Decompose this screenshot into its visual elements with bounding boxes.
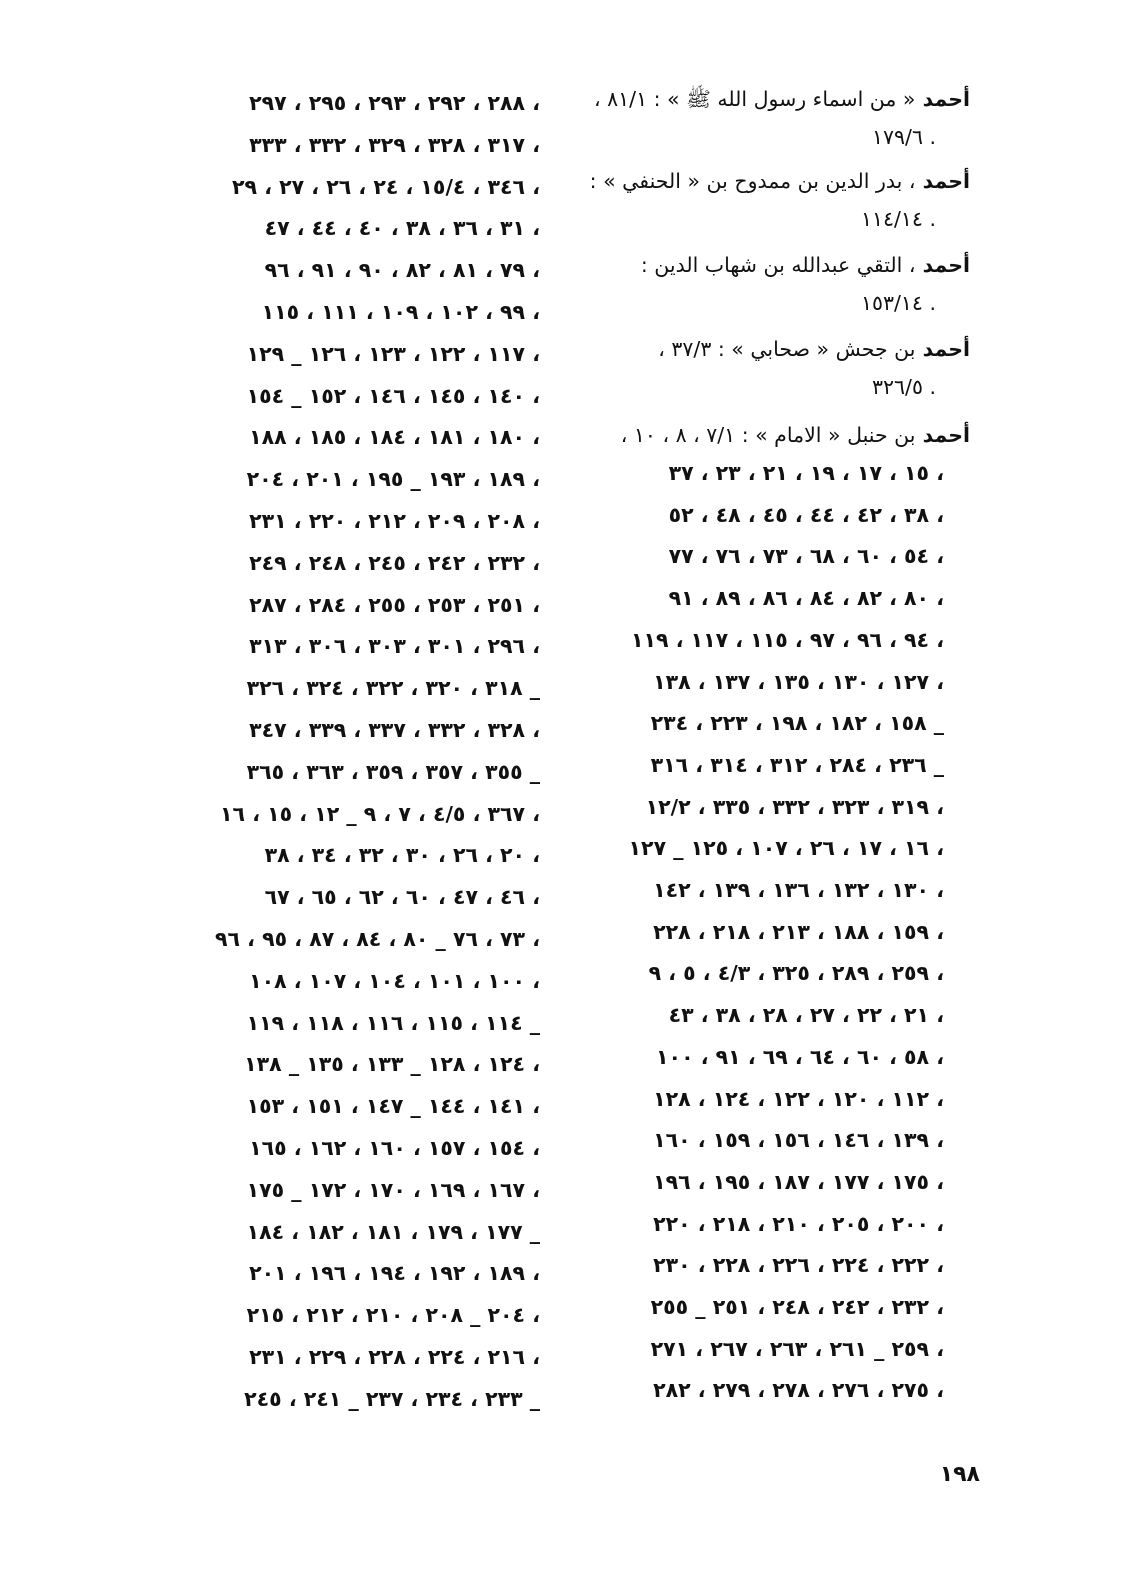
page-reference-line: ٢٠٤ _ ٢٠٨ ، ٢١٠ ، ٢١٢ ، ٢١٥ ، [246,1303,540,1328]
page-reference-line: ١٣٠ ، ١٣٢ ، ١٣٦ ، ١٣٩ ، ١٤٢ ، [653,878,944,902]
page-reference-line: ١٧٥ ، ١٧٧ ، ١٨٧ ، ١٩٥ ، ١٩٦ ، [653,1169,944,1194]
page-reference-line: ٢٠٠ ، ٢٠٥ ، ٢١٠ ، ٢١٨ ، ٢٢٠ ، [653,1211,944,1236]
page-reference-line: ٤٦ ، ٤٧ ، ٦٠ ، ٦٢ ، ٦٥ ، ٦٧ ، [264,885,540,910]
index-entry [594,86,970,112]
entry-text: « من اسماء رسول الله ﷺ » : ٨١/١ ، [594,87,916,111]
page-reference-line: ١٥٩ ، ١٨٨ ، ٢١٣ ، ٢١٨ ، ٢٢٨ ، [653,919,944,944]
page-reference-line: ٣٥٥ ، ٣٥٧ ، ٣٥٩ ، ٣٦٣ ، ٣٦٥ _ [246,759,540,784]
page-reference-line: ٢٥٩ ، ٢٨٩ ، ٣٢٥ ، ٤/٣ ، ٥ ، ٩ ، [648,961,944,986]
index-entry-continuation [861,290,936,316]
page-reference-line: ٧٩ ، ٨١ ، ٨٢ ، ٩٠ ، ٩١ ، ٩٦ ، [264,258,540,283]
page-reference-line: ١٥٤ ، ١٥٧ ، ١٦٠ ، ١٦٢ ، ١٦٥ ، [249,1136,540,1160]
page-reference-line: ١١٧ ، ١٢٢ ، ١٢٣ ، ١٢٦ _ ١٢٩ ، [246,341,540,366]
page-reference-line: ١٧٧ ، ١٧٩ ، ١٨١ ، ١٨٢ ، ١٨٤ _ [246,1219,540,1244]
page-reference-line: ٩٩ ، ١٠٢ ، ١٠٩ ، ١١١ ، ١١٥ ، [261,300,540,324]
page-number: ١٩٨ [939,1462,980,1487]
index-entry [590,168,970,194]
page-reference-line: ١٥٨ ، ١٨٢ ، ١٩٨ ، ٢٢٣ ، ٢٣٤ _ [650,711,944,736]
page-reference-line: ٢٣٢ ، ٢٤٢ ، ٢٤٥ ، ٢٤٨ ، ٢٤٩ ، [249,550,540,575]
page-reference-line: ١٢٧ ، ١٣٠ ، ١٣٥ ، ١٣٧ ، ١٣٨ ، [653,669,944,694]
index-entry [641,252,970,278]
page-reference-line: ٨٠ ، ٨٢ ، ٨٤ ، ٨٦ ، ٨٩ ، ٩١ ، [668,586,944,611]
page-reference-line: ٣١٧ ، ٣٢٨ ، ٣٢٩ ، ٣٣٢ ، ٣٣٣ ، [249,132,540,157]
page-reference-line: ٣١ ، ٣٦ ، ٣٨ ، ٤٠ ، ٤٤ ، ٤٧ ، [264,216,540,241]
index-entry-continuation [872,124,936,150]
page-reference-line: ٥٤ ، ٦٠ ، ٦٨ ، ٧٣ ، ٧٦ ، ٧٧ ، [668,544,944,569]
index-entry [658,336,970,362]
page-reference-line: ١٤١ ، ١٤٤ _ ١٤٧ ، ١٥١ ، ١٥٣ ، [246,1094,540,1119]
index-entry-continuation [861,206,936,232]
entry-text: ، بدر الدين بن ممدوح بن « الحنفي » : [589,169,916,193]
entry-text: ١١٤/١٤ . [860,207,936,231]
page-reference-line: ٢٥٩ _ ٢٦١ ، ٢٦٣ ، ٢٦٧ ، ٢٧١ ، [650,1336,944,1361]
entry-heading: أحمد [922,337,970,361]
page-reference-line: ١٨٠ ، ١٨١ ، ١٨٤ ، ١٨٥ ، ١٨٨ ، [249,425,540,450]
page-reference-line: ٣١٩ ، ٣٢٣ ، ٣٣٢ ، ٣٣٥ ، ١٢/٢ ، [645,794,944,819]
page-reference-line: ١٦٧ ، ١٦٩ ، ١٧٠ ، ١٧٢ _ ١٧٥ ، [246,1177,540,1202]
entry-heading: أحمد [922,169,970,193]
page-reference-line: ١٣٩ ، ١٤٦ ، ١٥٦ ، ١٥٩ ، ١٦٠ ، [653,1128,944,1153]
page-reference-line: ٢١٦ ، ٢٢٤ ، ٢٢٨ ، ٢٢٩ ، ٢٣١ ، [249,1345,540,1369]
page-reference-line: ٣١٨ ، ٣٢٠ ، ٣٢٢ ، ٣٢٤ ، ٣٢٦ _ [246,676,540,701]
entry-text: ١٥٣/١٤ . [860,291,936,315]
page-reference-line: ٣٢٨ ، ٣٣٢ ، ٣٣٧ ، ٣٣٩ ، ٣٤٧ ، [249,718,540,742]
page-reference-line: ١٨٩ ، ١٩٣ _ ١٩٥ ، ٢٠١ ، ٢٠٤ ، [246,467,540,492]
entry-text: ، التقي عبدالله بن شهاب الدين : [640,253,916,277]
page-reference-line: ٢٩٦ ، ٣٠١ ، ٣٠٣ ، ٣٠٦ ، ٣١٣ ، [249,634,540,659]
page-reference-line: ٢٧٥ ، ٢٧٦ ، ٢٧٨ ، ٢٧٩ ، ٢٨٢ ، [653,1378,944,1403]
page-reference-line: ١٨٩ ، ١٩٢ ، ١٩٤ ، ١٩٦ ، ٢٠١ ، [249,1261,540,1286]
page-reference-line: ٢٠ ، ٢٦ ، ٣٠ ، ٣٢ ، ٣٤ ، ٣٨ ، [264,843,540,868]
page-reference-line: ١٢٤ ، ١٢٨ _ ١٣٣ ، ١٣٥ _ ١٣٨ ، [244,1052,540,1077]
page-reference-line: ٥٨ ، ٦٠ ، ٦٤ ، ٦٩ ، ٩١ ، ١٠٠ ، [656,1044,944,1069]
page-reference-line: ٢٣٢ ، ٢٤٢ ، ٢٤٨ ، ٢٥١ _ ٢٥٥ ، [650,1295,944,1319]
entry-heading: أحمد [922,253,970,277]
index-entry-continuation [872,374,936,400]
page-reference-line: ٢٨٨ ، ٢٩٢ ، ٢٩٣ ، ٢٩٥ ، ٢٩٧ ، [249,91,540,115]
entry-text: بن حنبل « الامام » : ٧/١ ، ٨ ، ١٠ ، [620,423,916,447]
entry-text: ٣٢٦/٥ . [872,375,936,399]
page-reference-line: ٢٥١ ، ٢٥٣ ، ٢٥٥ ، ٢٨٤ ، ٢٨٧ ، [249,592,540,617]
page-reference-line: ٢٣٦ ، ٢٨٤ ، ٣١٢ ، ٣١٤ ، ٣١٦ _ [650,752,944,777]
entry-text: بن جحش « صحابي » : ٣٧/٣ ، [658,337,916,361]
page-reference-line: ١٥ ، ١٧ ، ١٩ ، ٢١ ، ٢٣ ، ٣٧ ، [668,461,944,485]
page-reference-line: ١٦ ، ١٧ ، ٢٦ ، ١٠٧ ، ١٢٥ _ ١٢٧ ، [628,836,944,861]
page-reference-line: ٣٨ ، ٤٢ ، ٤٤ ، ٤٥ ، ٤٨ ، ٥٢ ، [668,502,944,527]
page-reference-line: ٢٣٣ ، ٢٣٤ ، ٢٣٧ _ ٢٤١ ، ٢٤٥ _ [244,1386,540,1411]
entry-text: ١٧٩/٦ . [872,125,936,149]
page-reference-line: ٣٦٧ ، ٤/٥ ، ٧ ، ٩ _ ١٢ ، ١٥ ، ١٦ ، [220,801,540,826]
page-reference-line: ٢١ ، ٢٢ ، ٢٧ ، ٢٨ ، ٣٨ ، ٤٣ ، [668,1003,944,1028]
page-reference-line: ١١٤ ، ١١٥ ، ١١٦ ، ١١٨ ، ١١٩ _ [246,1010,540,1035]
index-entry [621,422,970,448]
page-reference-line: ١٠٠ ، ١٠١ ، ١٠٤ ، ١٠٧ ، ١٠٨ ، [249,968,540,993]
page-reference-line: ١٤٠ ، ١٤٥ ، ١٤٦ ، ١٥٢ _ ١٥٤ ، [246,383,540,408]
page-reference-line: ٣٤٦ ، ١٥/٤ ، ٢٤ ، ٢٦ ، ٢٧ ، ٢٩ ، [232,174,540,199]
entry-heading: أحمد [922,87,970,111]
page-reference-line: ٢٢٢ ، ٢٢٤ ، ٢٢٦ ، ٢٢٨ ، ٢٣٠ ، [653,1253,944,1278]
page-reference-line: ٧٣ ، ٧٦ _ ٨٠ ، ٨٤ ، ٨٧ ، ٩٥ ، ٩٦ ، [215,927,540,951]
entry-heading: أحمد [922,423,970,447]
page-reference-line: ٢٠٨ ، ٢٠٩ ، ٢١٢ ، ٢٢٠ ، ٢٣١ ، [249,509,540,533]
page-reference-line: ٩٤ ، ٩٦ ، ٩٧ ، ١١٥ ، ١١٧ ، ١١٩ ، [631,627,944,652]
page-reference-line: ١١٢ ، ١٢٠ ، ١٢٢ ، ١٢٤ ، ١٢٨ ، [653,1086,944,1111]
